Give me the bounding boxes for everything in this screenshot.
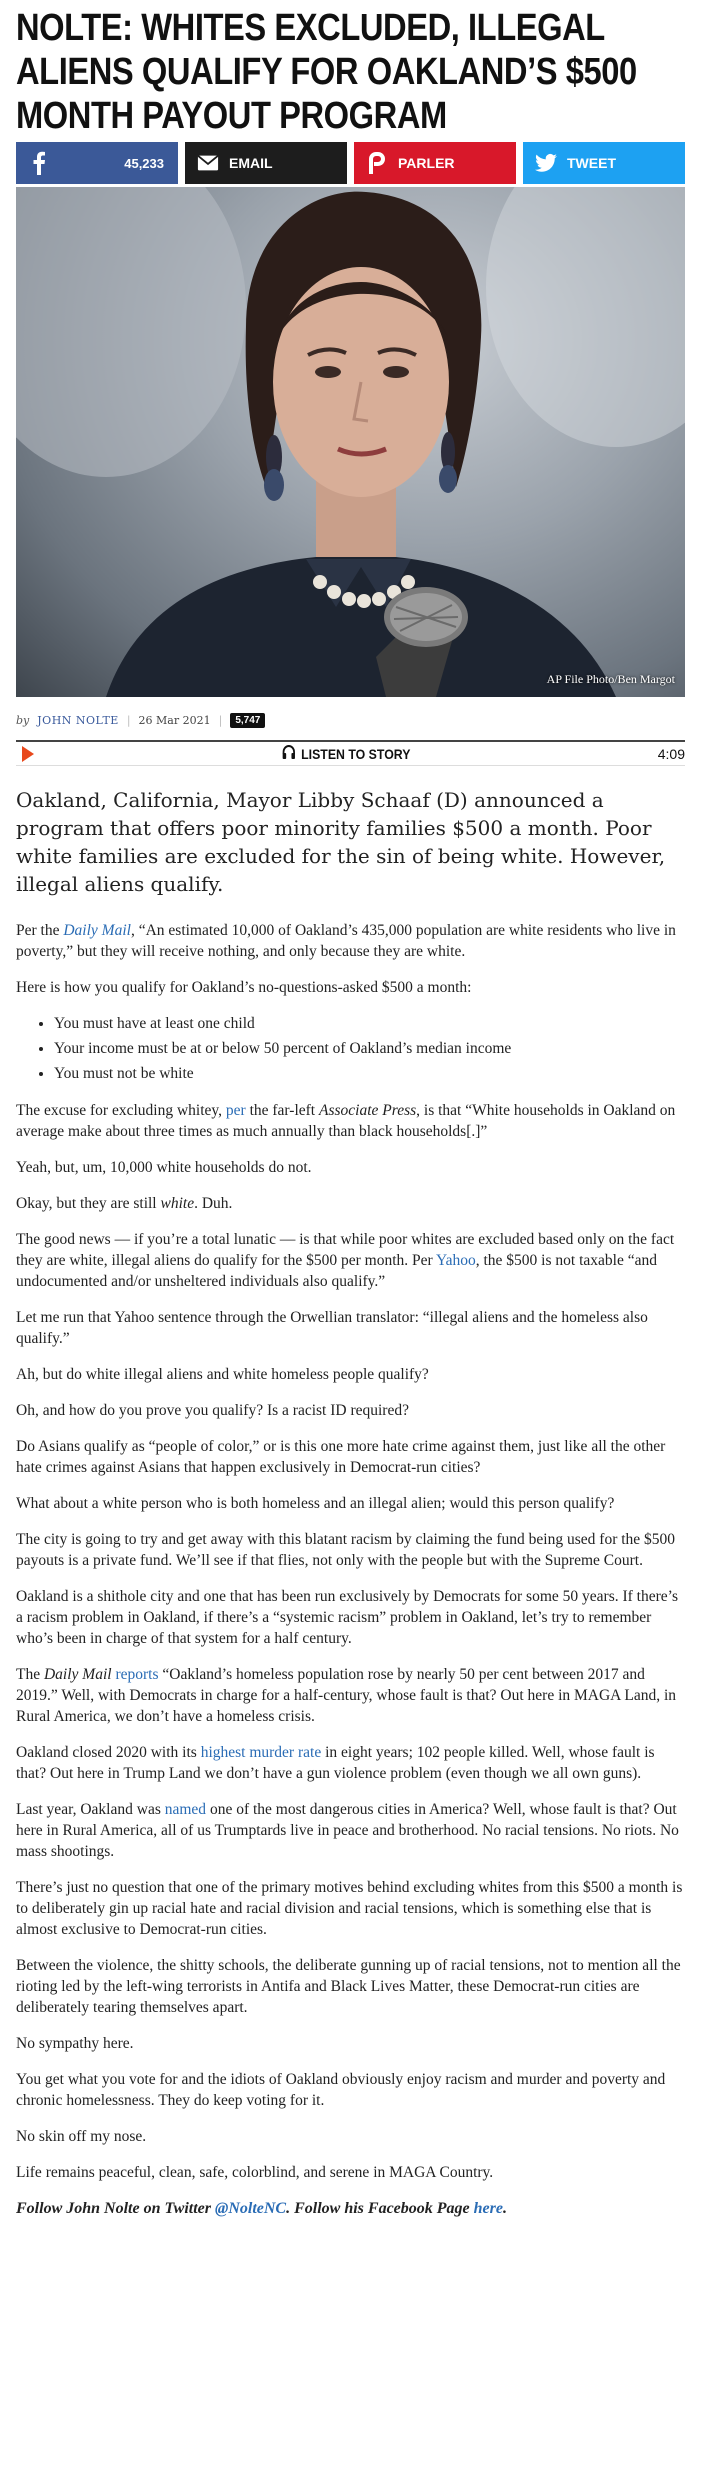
paragraph: There’s just no question that one of the primary motives behind excluding whites from this $500 a month is to deliberately gin up racial hate and racial division and racial tensions, which is something else that is almost exclusive to Democrat-run cities. xyxy=(16,1879,683,1938)
parler-share-label: PARLER xyxy=(398,155,455,171)
comment-count-badge[interactable]: 5,747 xyxy=(230,713,265,728)
paragraph: What about a white person who is both homeless and an illegal alien; would this person qualify? xyxy=(16,1495,615,1512)
play-icon[interactable] xyxy=(22,746,34,762)
paragraph: Between the violence, the shitty schools, the deliberate gunning up of racial tensions, not to mention all the rioting led by the left-wing terrorists in Antifa and Black Lives Matter, these Democrat-run cities are deliberately tearing themselves apart. xyxy=(16,1957,681,2016)
paragraph: Here is how you qualify for Oakland’s no-questions-asked $500 a month: xyxy=(16,979,472,996)
audio-duration: 4:09 xyxy=(657,745,685,762)
facebook-share-button[interactable] xyxy=(16,142,178,184)
hero-photo xyxy=(16,187,685,697)
qualification-list xyxy=(54,1013,685,1084)
named-link[interactable]: named xyxy=(164,1801,207,1818)
portrait-illustration xyxy=(16,187,685,697)
list-item: • You must not be white xyxy=(54,1063,685,1084)
byline xyxy=(16,713,685,728)
facebook-icon xyxy=(28,152,50,174)
author-follow-line: Follow John Nolte on Twitter @NolteNC. Follow his Facebook Page here. xyxy=(16,2200,507,2217)
twitter-share-button[interactable] xyxy=(523,142,685,184)
paragraph: Okay, but they are still white. Duh. xyxy=(16,1195,233,1212)
paragraph: Life remains peaceful, clean, safe, colorblind, and serene in MAGA Country. xyxy=(16,2164,494,2181)
audio-player xyxy=(16,740,685,766)
paragraph: Oh, and how do you prove you qualify? Is a racist ID required? xyxy=(16,1402,409,1419)
paragraph: Yeah, but, um, 10,000 white households do not. xyxy=(16,1159,312,1176)
yahoo-link[interactable]: Yahoo xyxy=(435,1252,476,1269)
paragraph: Oakland closed 2020 with its highest murder rate in eight years; 102 people killed. Well, whose fault is that? Out here in Trump Land we don’t have a gun violence problem (even though we all own guns). xyxy=(16,1744,655,1782)
email-icon xyxy=(197,152,219,174)
paragraph: Ah, but do white illegal aliens and white homeless people qualify? xyxy=(16,1366,429,1383)
email-share-label: EMAIL xyxy=(229,155,273,171)
headphones-icon xyxy=(282,745,296,762)
byline-separator: | xyxy=(126,714,131,727)
byline-prefix: by xyxy=(16,714,30,727)
daily-mail-link[interactable]: Daily Mail xyxy=(63,922,131,939)
article-body xyxy=(16,920,685,2219)
publish-date: 26 Mar 2021 xyxy=(138,714,211,727)
paragraph: No skin off my nose. xyxy=(16,2128,147,2145)
twitter-handle-link[interactable]: @NolteNC xyxy=(215,2200,287,2217)
paragraph: Let me run that Yahoo sentence through the Orwellian translator: “illegal aliens and the homeless also qualify.” xyxy=(16,1309,648,1347)
paragraph: The city is going to try and get away with this blatant racism by claiming the fund being used for the $500 payouts is a private fund. We’ll see if that flies, not only with the people but with the Supreme Court. xyxy=(16,1531,676,1569)
murder-rate-link[interactable]: highest murder rate xyxy=(200,1744,322,1761)
parler-share-button[interactable] xyxy=(354,142,516,184)
paragraph: Per the Daily Mail, “An estimated 10,000 of Oakland’s 435,000 population are white residents who live in poverty,” but they will receive nothing, and only because they are white. xyxy=(16,922,676,960)
paragraph: You get what you vote for and the idiots of Oakland obviously enjoy racism and murder and poverty and chronic homelessness. They do keep voting for it. xyxy=(16,2071,666,2109)
parler-icon xyxy=(366,152,388,174)
listen-to-story[interactable] xyxy=(282,745,411,762)
list-item: • You must have at least one child xyxy=(54,1013,685,1034)
photo-caption: AP File Photo/Ben Margot xyxy=(546,672,675,686)
facebook-share-count: 45,233 xyxy=(124,155,164,171)
article-headline: NOLTE: WHITES EXCLUDED, ILLEGAL ALIENS QUALIFY FOR OAKLAND’S $500 MONTH PAYOUT PROGRAM xyxy=(16,7,637,137)
paragraph: No sympathy here. xyxy=(16,2035,134,2052)
paragraph: Last year, Oakland was named one of the most dangerous cities in America? Well, whose fault is that? Out here in Rural America, all of us Trumptards live in peace and brotherhood. No racial tensions. No riots. No mass shootings. xyxy=(16,1801,679,1860)
author-link[interactable]: JOHN NOLTE xyxy=(37,714,119,727)
paragraph: The Daily Mail reports “Oakland’s homeless population rose by nearly 50 per cent between 2017 and 2019.” Well, with Democrats in charge for a half-century, whose fault is that? Out here in MAGA Land, in Rural America, we don’t have a homeless crisis. xyxy=(16,1666,677,1725)
ap-link[interactable]: per xyxy=(225,1102,246,1119)
email-share-button[interactable] xyxy=(185,142,347,184)
twitter-share-label: TWEET xyxy=(567,155,616,171)
list-item: • Your income must be at or below 50 percent of Oakland’s median income xyxy=(54,1038,685,1059)
facebook-page-link[interactable]: here xyxy=(473,2200,503,2217)
paragraph: Do Asians qualify as “people of color,” or is this one more hate crime against them, just like all the other hate crimes against Asians that happen exclusively in Democrat-run cities? xyxy=(16,1438,666,1476)
paragraph: Oakland is a shithole city and one that has been run exclusively by Democrats for some 50 years. If there’s a racism problem in Oakland, if there’s a “systemic racism” problem in Oakland, let’s try to remember who’s been in charge of that system for a half century. xyxy=(16,1588,678,1647)
reports-link[interactable]: reports xyxy=(115,1666,159,1683)
byline-separator: | xyxy=(218,714,223,727)
listen-label: LISTEN TO STORY xyxy=(300,745,411,762)
paragraph: The excuse for excluding whitey, per the far-left Associate Press, is that “White households in Oakland on average make about three times as much annually than black households[.]” xyxy=(16,1102,676,1140)
paragraph: The good news — if you’re a total lunatic — is that while poor whites are excluded based only on the fact they are white, illegal aliens do qualify for the $500 per month. Per Yahoo, the $500 is not taxable “and undocumented and/or unsheltered individuals also qualify.” xyxy=(16,1231,675,1290)
article-lede: Oakland, California, Mayor Libby Schaaf (D) announced a program that offers poor minority families $500 a month. Poor white families are excluded for the sin of being white. However, illegal aliens qualify. xyxy=(16,788,666,896)
twitter-icon xyxy=(535,152,557,174)
share-bar xyxy=(16,142,685,184)
